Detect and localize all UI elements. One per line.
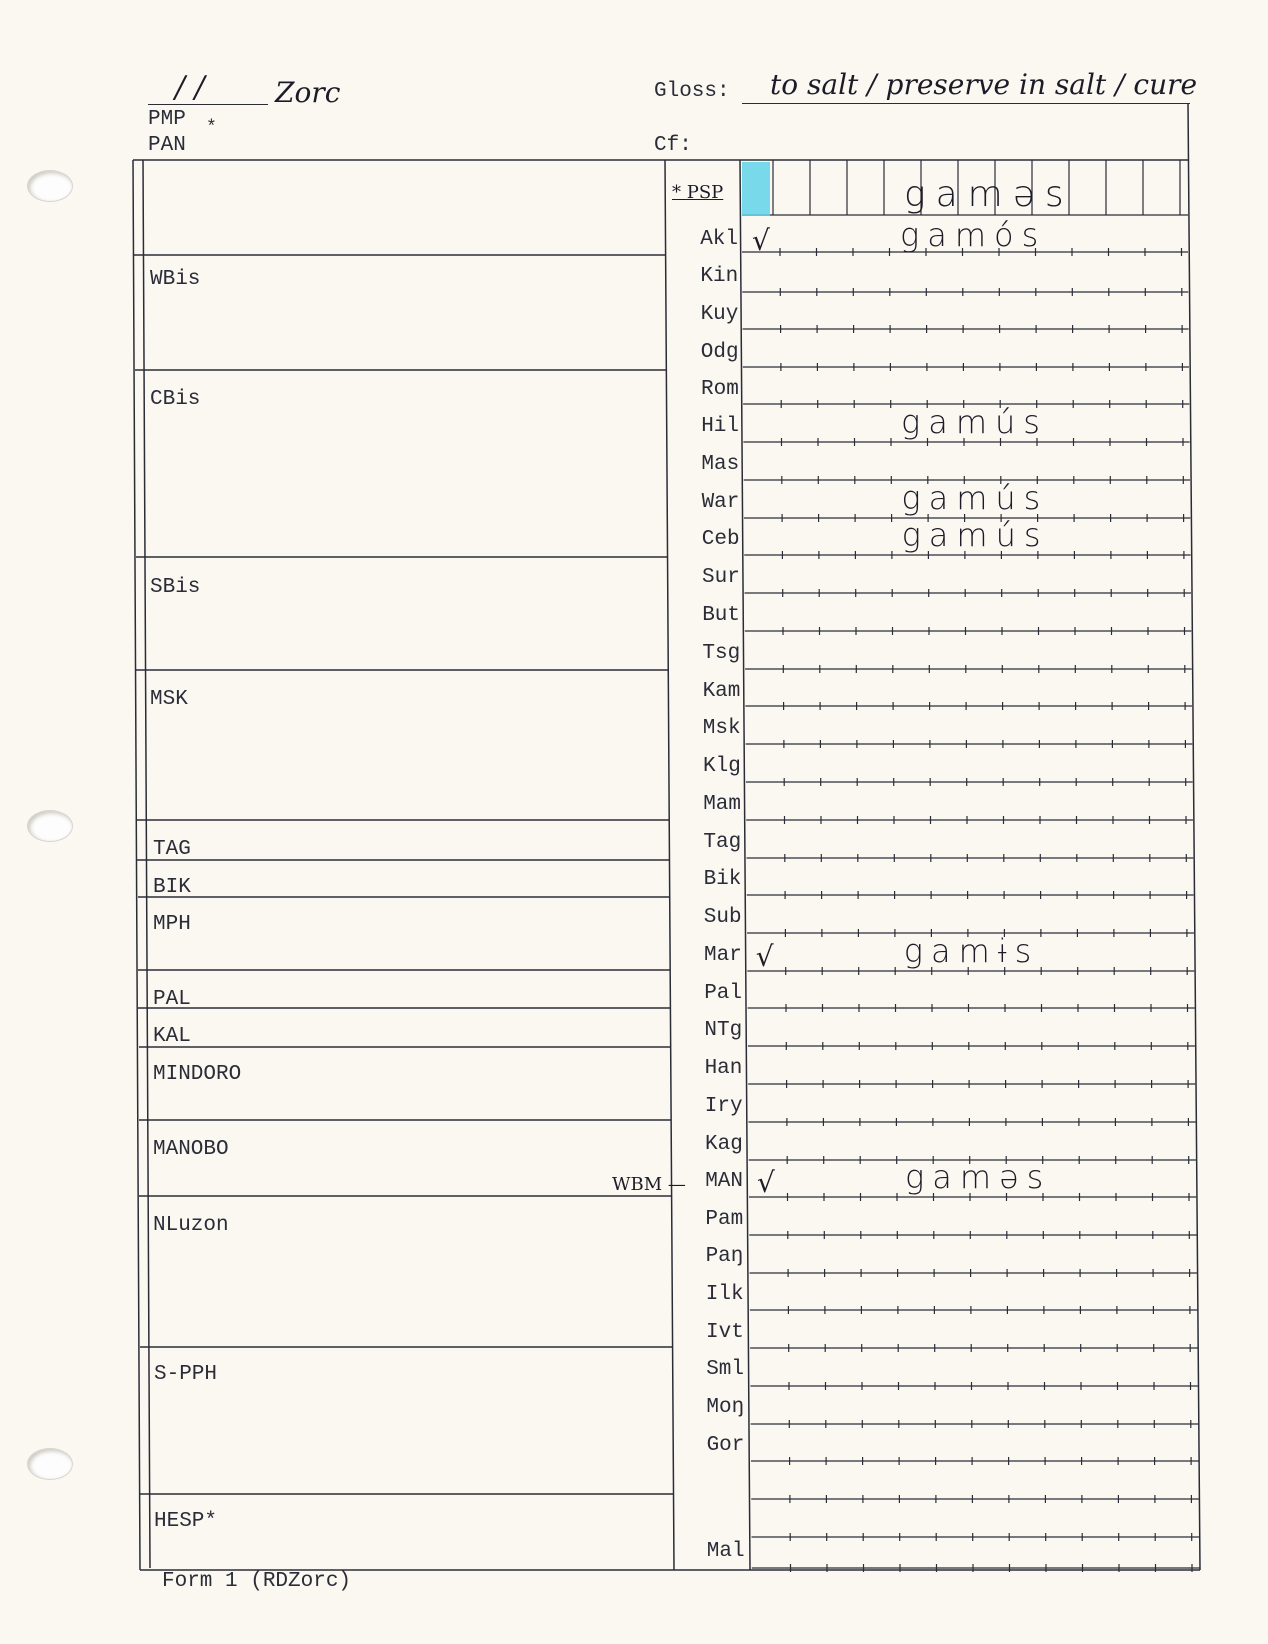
language-code: Mam — [703, 793, 741, 816]
language-code: Rom — [700, 378, 739, 401]
group-label: MANOBO — [153, 1138, 229, 1161]
gloss-value: to salt / preserve in salt / cure — [770, 68, 1198, 101]
reflex-form: gamús — [901, 479, 1049, 517]
language-code: Hil — [701, 415, 739, 438]
check-mark: √ — [755, 940, 774, 973]
language-code: Kam — [702, 680, 741, 703]
group-label: MINDORO — [153, 1063, 242, 1086]
group-label: CBis — [150, 388, 201, 411]
form-footer: Form 1 (RDZorc) — [162, 1570, 352, 1593]
group-label: HESP* — [154, 1510, 218, 1533]
proto-form: gaməs — [904, 174, 1074, 215]
check-mark: √ — [757, 1166, 775, 1199]
language-code: NTg — [704, 1019, 743, 1042]
language-code: War — [701, 491, 740, 514]
reflex-form: gamɨs — [903, 932, 1040, 970]
language-code: Tag — [703, 831, 742, 854]
language-code: Tsg — [702, 642, 741, 665]
date-blank: / / — [175, 70, 205, 105]
language-code: MAN — [705, 1170, 743, 1193]
cf-label: Cf: — [654, 134, 692, 157]
wbm-note: WBM — — [612, 1174, 686, 1195]
reflex-form: gamós — [900, 216, 1047, 254]
language-code: Sub — [703, 906, 742, 929]
language-code: Akl — [700, 228, 738, 251]
language-code: Han — [704, 1057, 743, 1080]
group-label: PAL — [153, 988, 191, 1011]
group-label: TAG — [153, 838, 191, 861]
language-code: Ilk — [705, 1283, 744, 1306]
language-code: Kuy — [700, 303, 739, 326]
reflex-form: gamús — [901, 516, 1049, 554]
group-label: SBis — [150, 576, 201, 599]
language-code: Iry — [704, 1095, 743, 1118]
language-code: Sml — [706, 1358, 744, 1381]
proto-label: * PSP — [672, 182, 724, 203]
pmp-label: PMP — [148, 108, 186, 131]
language-code: Ivt — [705, 1321, 744, 1344]
check-mark: √ — [752, 224, 770, 257]
language-code: Paŋ — [705, 1245, 744, 1268]
group-label: MSK — [150, 688, 188, 711]
language-code: Moŋ — [706, 1396, 745, 1419]
group-label: NLuzon — [153, 1214, 229, 1237]
group-label: MPH — [153, 913, 191, 936]
group-label: S-PPH — [154, 1363, 218, 1386]
language-code: Odg — [700, 341, 739, 364]
highlight-mark — [742, 162, 770, 216]
reflex-form: gamús — [901, 403, 1048, 441]
group-label: BIK — [153, 876, 191, 899]
language-code: Gor — [706, 1434, 745, 1457]
author-name: Zorc — [275, 76, 341, 109]
language-code: But — [702, 604, 740, 627]
language-code: Kin — [700, 265, 739, 288]
reflex-form: gaməs — [905, 1158, 1052, 1196]
language-code: Mal — [706, 1540, 745, 1563]
language-code: Mar — [703, 944, 742, 967]
language-code: Pal — [704, 982, 742, 1005]
language-code: Ceb — [701, 528, 740, 551]
language-code: Pam — [705, 1208, 744, 1231]
group-label: WBis — [150, 268, 201, 291]
language-code: Sur — [701, 566, 740, 589]
language-code: Kag — [704, 1133, 743, 1156]
language-code: Mas — [701, 453, 740, 476]
language-code: Msk — [702, 717, 741, 740]
gloss-label: Gloss: — [654, 80, 730, 103]
pmp-asterisk: * — [206, 118, 217, 138]
pan-label: PAN — [148, 134, 186, 157]
group-label: KAL — [153, 1025, 191, 1048]
language-code: Klg — [702, 755, 741, 778]
language-code: Bik — [703, 868, 742, 891]
